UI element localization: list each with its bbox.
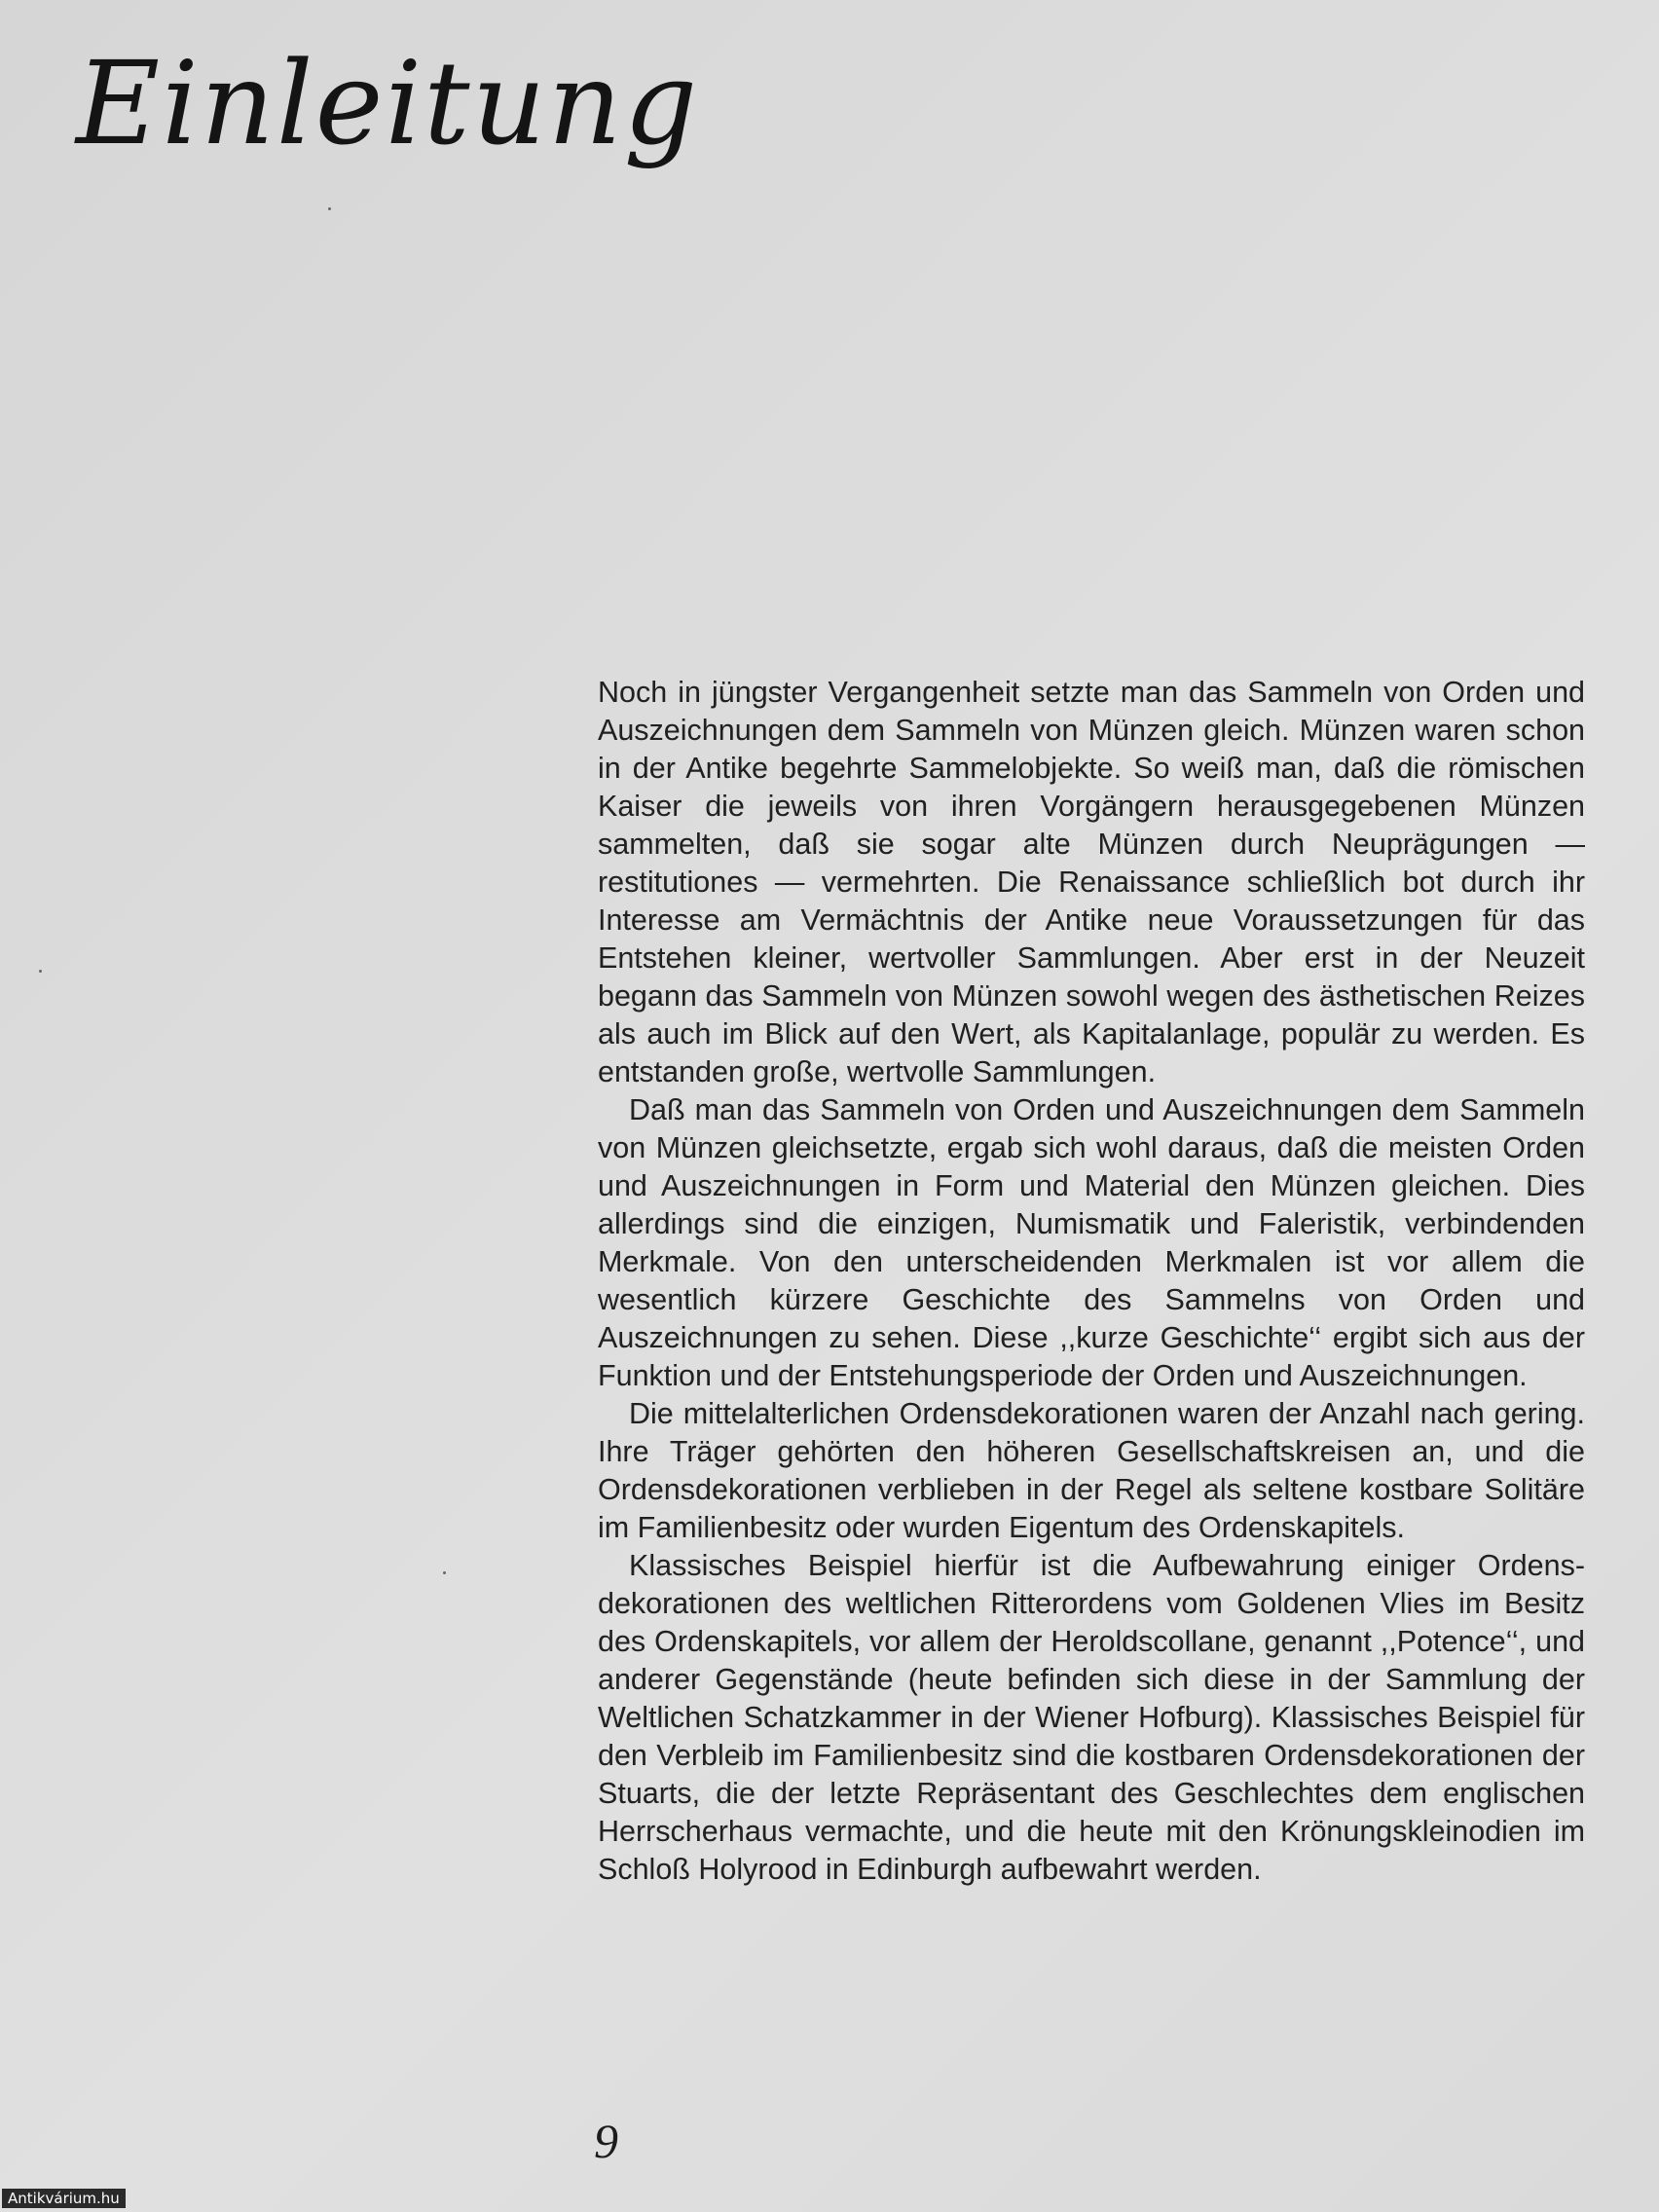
paragraph-4: Klassisches Beispiel hierfür ist die Aufbewahrung einiger Ordensdekorationen des weltlichen Ritterordens vom Goldenen Vlies im Besitz des Ordenskapitels, vor allem der Heroldscollane, genannt ,,Potence‘‘, und anderer Gegenstände (heute befinden sich diese in der Sammlung der Weltlichen Schatzkammer in der Wiener Hofburg). Klassisches Beispiel für den Verbleib im Familienbesitz sind die kostbaren Ordensdekorationen der Stuarts, die der letzte Repräsentant des Geschlechtes dem englischen Herrscherhaus vermachte, und die heute mit den Krönungskleinodien im Schloß Holyrood in Edinburgh aufbewahrt werden.: [598, 1549, 1585, 1886]
body-text: [598, 674, 1585, 1889]
paragraph-3: Die mittelalterlichen Ordensdekorationen waren der Anzahl nach gering. Ihre Träger gehörten den höheren Gesellschaftskreisen an, und die Ordensdekorationen verblieben in der Regel als seltene kostbare Solitäre im Familienbesitz oder wurden Eigentum des Ordenskapitels.: [598, 1397, 1585, 1544]
paper-speck: [443, 1571, 446, 1574]
watermark: Antikvárium.hu: [2, 2189, 126, 2208]
page-number: 9: [594, 2114, 618, 2168]
paper-speck: [39, 970, 42, 973]
paper-speck: [328, 207, 331, 210]
paragraph-1: Noch in jüngster Vergangenheit setzte man das Sammeln von Orden und Auszeichnungen dem Sammeln von Münzen gleich. Münzen waren schon in der Antike begehrte Sammelobjekte. So weiß man, daß die römischen Kaiser die jeweils von ihren Vorgängern herausgegebenen Münzen sammelten, daß sie sogar alte Münzen durch Neuprägungen — restitutiones — vermehrten. Die Renaissance schließlich bot durch ihr Interesse am Vermächtnis der Antike neue Voraussetzungen für das Entstehen kleiner, wertvoller Sammlungen. Aber erst in der Neuzeit begann das Sammeln von Münzen sowohl wegen des ästhetischen Reizes als auch im Blick auf den Wert, als Kapitalanlage, populär zu werden. Es entstanden große, wertvolle Sammlungen.: [598, 676, 1585, 1088]
page-title: Einleitung: [76, 36, 700, 170]
paragraph-2: Daß man das Sammeln von Orden und Auszeichnungen dem Sammeln von Münzen gleichsetzte, ergab sich wohl daraus, daß die meisten Orden und Auszeichnungen in Form und Material den Münzen gleichen. Dies allerdings sind die einzigen, Numismatik und Faleristik, verbindenden Merkmale. Von den unterscheidenden Merkmalen ist vor allem die wesentlich kürzere Geschichte des Sammelns von Orden und Auszeichnungen zu sehen. Diese ,,kurze Geschichte‘‘ ergibt sich aus der Funktion und der Entstehungsperiode der Orden und Auszeichnungen.: [598, 1093, 1585, 1392]
